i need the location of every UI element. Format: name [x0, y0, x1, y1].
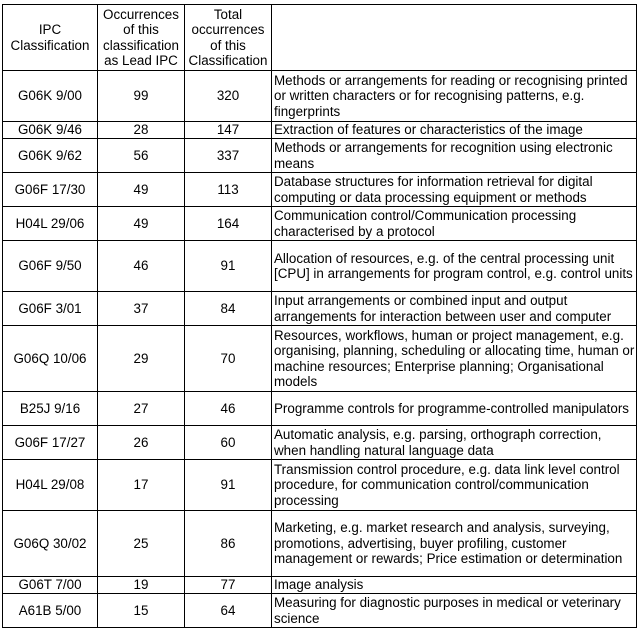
lead-count: 49: [98, 207, 185, 241]
description: Database structures for information retrieval for digital computing or data processing equipment or methods: [272, 173, 637, 207]
ipc-code: G06Q 30/02: [3, 511, 98, 577]
lead-count: 15: [98, 594, 185, 628]
total-count: 113: [185, 173, 272, 207]
lead-count: 27: [98, 392, 185, 426]
description: Resources, workflows, human or project management, e.g. organising, planning, scheduling or allocating time, human or machine resources; Enterprise planning; Organisational models: [272, 326, 637, 392]
header-ipc: IPC Classification: [3, 5, 98, 71]
ipc-code: G06F 3/01: [3, 292, 98, 326]
lead-count: 17: [98, 460, 185, 511]
ipc-code: A61B 5/00: [3, 594, 98, 628]
table-row: [3, 594, 637, 628]
total-count: 320: [185, 71, 272, 122]
description: Extraction of features or characteristics of the image: [272, 122, 637, 139]
header-description: [272, 5, 637, 71]
ipc-classification-table: [2, 4, 637, 628]
lead-count: 49: [98, 173, 185, 207]
ipc-code: G06F 9/50: [3, 241, 98, 292]
lead-count: 56: [98, 139, 185, 173]
ipc-code: H04L 29/08: [3, 460, 98, 511]
total-count: 60: [185, 426, 272, 460]
table-row: [3, 326, 637, 392]
total-count: 147: [185, 122, 272, 139]
table-row: [3, 173, 637, 207]
description: Transmission control procedure, e.g. data link level control procedure, for communication control/communication processing: [272, 460, 637, 511]
lead-count: 19: [98, 577, 185, 594]
description: Automatic analysis, e.g. parsing, orthograph correction, when handling natural language data: [272, 426, 637, 460]
total-count: 164: [185, 207, 272, 241]
table-row: [3, 292, 637, 326]
description: Programme controls for programme-controlled manipulators: [272, 392, 637, 426]
total-count: 46: [185, 392, 272, 426]
table-row: [3, 71, 637, 122]
ipc-code: G06K 9/62: [3, 139, 98, 173]
total-count: 70: [185, 326, 272, 392]
description: Input arrangements or combined input and output arrangements for interaction between user and computer: [272, 292, 637, 326]
table-row: [3, 426, 637, 460]
lead-count: 25: [98, 511, 185, 577]
ipc-code: G06F 17/30: [3, 173, 98, 207]
description: Image analysis: [272, 577, 637, 594]
table-row: [3, 241, 637, 292]
total-count: 77: [185, 577, 272, 594]
description: Measuring for diagnostic purposes in medical or veterinary science: [272, 594, 637, 628]
table-row: [3, 207, 637, 241]
lead-count: 26: [98, 426, 185, 460]
lead-count: 46: [98, 241, 185, 292]
table-row: [3, 511, 637, 577]
total-count: 86: [185, 511, 272, 577]
lead-count: 29: [98, 326, 185, 392]
table-row: [3, 122, 637, 139]
ipc-code: G06F 17/27: [3, 426, 98, 460]
description: Marketing, e.g. market research and analysis, surveying, promotions, advertising, buyer profiling, customer management or rewards; Price estimation or determination: [272, 511, 637, 577]
table-row: [3, 392, 637, 426]
total-count: 64: [185, 594, 272, 628]
header-row: [3, 5, 637, 71]
ipc-code: G06T 7/00: [3, 577, 98, 594]
total-count: 91: [185, 241, 272, 292]
lead-count: 37: [98, 292, 185, 326]
total-count: 337: [185, 139, 272, 173]
lead-count: 99: [98, 71, 185, 122]
description: Allocation of resources, e.g. of the central processing unit [CPU] in arrangements for program control, e.g. control units: [272, 241, 637, 292]
ipc-code: H04L 29/06: [3, 207, 98, 241]
total-count: 91: [185, 460, 272, 511]
table-row: [3, 577, 637, 594]
description: Communication control/Communication processing characterised by a protocol: [272, 207, 637, 241]
ipc-code: G06K 9/46: [3, 122, 98, 139]
table-row: [3, 139, 637, 173]
header-lead-occurrences: Occurrences of this classification as Lead IPC: [98, 5, 185, 71]
description: Methods or arrangements for reading or recognising printed or written characters or for recognising patterns, e.g. fingerprints: [272, 71, 637, 122]
ipc-code: G06Q 10/06: [3, 326, 98, 392]
lead-count: 28: [98, 122, 185, 139]
total-count: 84: [185, 292, 272, 326]
header-total-occurrences: Total occurrences of this Classification: [185, 5, 272, 71]
table-row: [3, 460, 637, 511]
ipc-code: B25J 9/16: [3, 392, 98, 426]
description: Methods or arrangements for recognition using electronic means: [272, 139, 637, 173]
ipc-code: G06K 9/00: [3, 71, 98, 122]
